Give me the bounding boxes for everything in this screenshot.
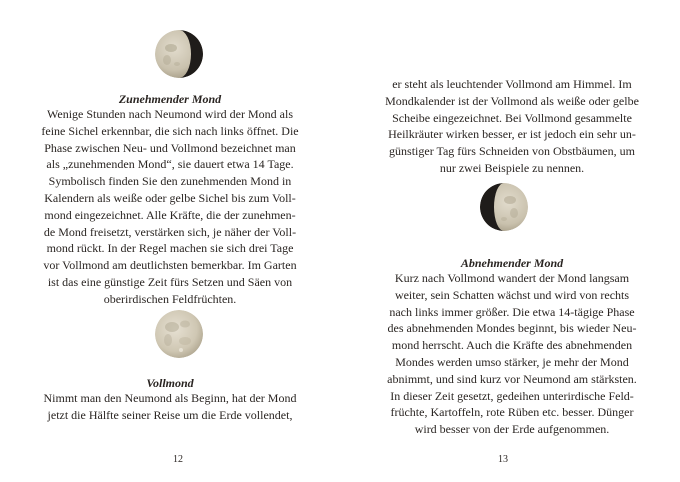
text-line: Scheibe eingezeichnet. Bei Vollmond gesammelte bbox=[392, 110, 632, 125]
text-line: abnimmt, und sind kurz vor Neumond am stärksten. bbox=[387, 371, 637, 386]
paragraph-waning bbox=[362, 270, 662, 438]
section-title-waning: Abnehmender Mond bbox=[460, 256, 564, 270]
text-line: In dieser Zeit gesetzt, gedeihen unterirdische Feld- bbox=[390, 388, 634, 403]
text-line: ist das eine günstige Zeit fürs Setzen und Säen von bbox=[47, 274, 293, 289]
text-line: feine Sichel erkennbar, die sich nach links öffnet. Die bbox=[41, 123, 299, 138]
full-moon-icon bbox=[155, 310, 203, 358]
text-line: Kalendern als weiße oder gelbe Sichel bis zum Voll- bbox=[44, 190, 296, 205]
text-line: wird besser von der Erde aufgenommen. bbox=[414, 422, 610, 437]
waxing-crescent-moon-icon bbox=[155, 30, 203, 78]
text-line: Mondkalender ist der Vollmond als weiße oder gelbe bbox=[385, 93, 639, 108]
paragraph-full bbox=[20, 390, 320, 424]
text-line: Symbolisch finden Sie den zunehmenden Mond in bbox=[48, 174, 292, 189]
section-title-full: Vollmond bbox=[146, 376, 194, 390]
text-line: als „zunehmenden Mond“, sie dauert etwa 14 Tage. bbox=[46, 157, 294, 172]
right-page bbox=[340, 0, 680, 482]
page-number: 12 bbox=[173, 454, 183, 465]
text-line: früchte, Kartoffeln, rote Rüben etc. besser. Dünger bbox=[390, 405, 634, 420]
paragraph-full-continued bbox=[362, 76, 662, 177]
page-number: 13 bbox=[498, 454, 508, 465]
text-line: des abnehmenden Mondes beginnt, bis wieder Neu- bbox=[387, 321, 637, 336]
text-line: Nimmt man den Neumond als Beginn, hat der Mond bbox=[43, 391, 297, 405]
text-line: mond eingezeichnet. Alle Kräfte, die der zunehmen- bbox=[44, 207, 296, 222]
waning-gibbous-moon-icon bbox=[480, 183, 528, 231]
text-line: oberirdischen Feldfrüchten. bbox=[103, 291, 237, 306]
text-line: vor Vollmond am deutlichsten bemerkbar. Im Garten bbox=[43, 258, 297, 273]
section-title-waxing: Zunehmender Mond bbox=[118, 92, 222, 106]
text-line: de Mond freisetzt, verstärken sich, je näher der Voll- bbox=[43, 224, 297, 239]
text-line: Heilkräuter wirken besser, er ist jedoch ein sehr un- bbox=[388, 127, 636, 142]
text-line: nur zwei Beispiele zu nennen. bbox=[439, 160, 585, 175]
text-line: jetzt die Hälfte seiner Reise um die Erde vollendet, bbox=[47, 407, 293, 422]
text-line: weiter, sein Schatten wächst und wird von rechts bbox=[394, 287, 630, 302]
text-line: mond herrscht. Auch die Kräfte des abnehmenden bbox=[391, 338, 633, 353]
text-line: Phase zwischen Neu- und Vollmond bezeichnet man bbox=[44, 140, 296, 155]
paragraph-waxing bbox=[20, 106, 320, 308]
text-line: Mondes werden umso stärker, je mehr der Mond bbox=[395, 354, 629, 369]
text-line: nach links immer größer. Die etwa 14-tägige Phase bbox=[389, 304, 635, 319]
text-line: er steht als leuchtender Vollmond am Himmel. Im bbox=[392, 77, 632, 91]
text-line: günstiger Tag fürs Schneiden von Obstbäumen, um bbox=[389, 144, 635, 159]
text-line: Kurz nach Vollmond wandert der Mond langsam bbox=[394, 271, 630, 285]
text-line: Wenige Stunden nach Neumond wird der Mond als bbox=[47, 107, 293, 121]
text-line: mond rückt. In der Regel machen sie sich drei Tage bbox=[46, 241, 294, 256]
